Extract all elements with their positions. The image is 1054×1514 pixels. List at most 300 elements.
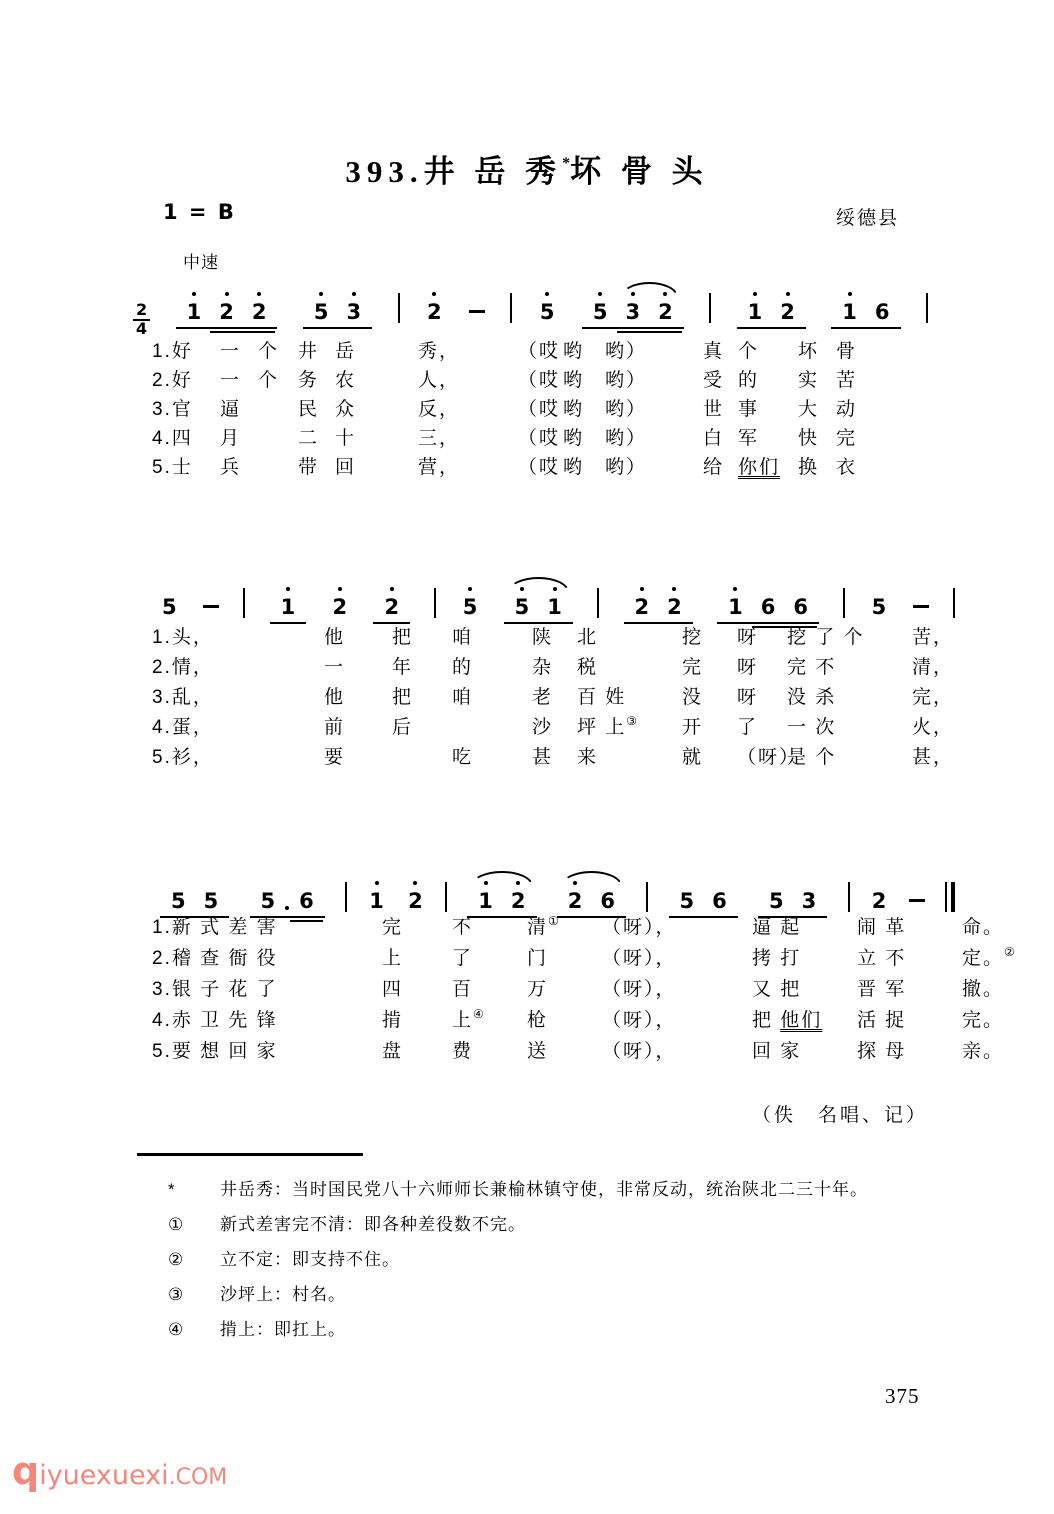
lyric-cell: 立 不 <box>857 948 907 969</box>
duration-dash <box>469 310 485 313</box>
octave-dot <box>432 292 436 296</box>
note: 2 <box>778 299 797 325</box>
footnote-row-2 <box>168 1215 928 1235</box>
lyric-cell: 2.好 <box>152 370 193 391</box>
footnote-text: 掯上：即扛上。 <box>220 1320 346 1339</box>
lyric-cell: 逼 起 <box>752 917 802 938</box>
octave-dot <box>413 881 417 885</box>
note: 6 <box>299 889 314 913</box>
note: 5 <box>162 595 177 619</box>
beam-underline <box>582 327 684 329</box>
lyric-cell: 又 把 <box>752 979 802 1000</box>
note: 1 <box>545 594 564 620</box>
footnote-reference: ② <box>1004 945 1015 959</box>
verse-row-3 <box>152 394 878 423</box>
lyric-cell: 送 <box>527 1041 549 1062</box>
lyric-cell: 换 <box>798 457 820 478</box>
lyric-cell: （哎 <box>518 457 561 478</box>
lyric-cell: 命。 <box>962 917 1005 938</box>
lyric-cell: 枪 <box>527 1010 549 1031</box>
note: 6 <box>874 300 890 324</box>
lyric-cell: 回 家 <box>752 1041 802 1062</box>
octave-dot <box>225 292 229 296</box>
lyric-cell: 清， <box>912 657 955 678</box>
lyric-cell: 是 个 <box>787 747 837 768</box>
beam-group <box>303 299 372 325</box>
barline <box>843 588 845 618</box>
lyric-cell: 来 <box>577 747 599 768</box>
lyric-cell: 众 <box>335 399 357 420</box>
lyric-word: 坪 上 <box>577 717 627 738</box>
note: 2 <box>425 299 444 325</box>
footnote-row-3 <box>168 1250 928 1270</box>
lyric-cell: 哟） <box>605 457 648 478</box>
lyrics-block-2 <box>152 622 972 772</box>
lyric-cell: 4.四 <box>152 428 193 449</box>
footnote-text: 井岳秀：当时国民党八十六师师长兼榆林镇守使，非常反动，统治陕北二三十年。 <box>220 1180 868 1199</box>
watermark-mid: iyuexuexi <box>39 1460 169 1491</box>
attribution: （佚 名唱、记） <box>752 1105 929 1126</box>
verse-row-2 <box>152 943 1042 974</box>
lyric-cell: 哟） <box>605 399 648 420</box>
lyric-cell: 沙 <box>532 717 554 738</box>
lyric-cell: 火， <box>912 717 955 738</box>
footnote-reference: ③ <box>626 714 638 728</box>
note: 2 <box>331 594 350 620</box>
verse-row-5 <box>152 452 878 481</box>
lyric-cell <box>738 452 798 479</box>
note: 2 <box>217 299 236 325</box>
lyric-cell: 哟 <box>563 399 585 420</box>
lyric-cell: 闹 革 <box>857 917 907 938</box>
lyric-cell: 哟 <box>563 428 585 449</box>
lyric-cell: 秀， <box>418 341 461 362</box>
lyric-cell: 呀 <box>737 627 759 648</box>
note: 1 <box>726 594 745 620</box>
lyric-cell: 5.要 想 回 家 <box>152 1041 278 1062</box>
octave-dot <box>786 292 790 296</box>
lyric-cell: （哎 <box>518 341 561 362</box>
footnote-text: 立不定：即支持不住。 <box>220 1250 400 1269</box>
lyric-cell: 哟 <box>563 457 585 478</box>
lyric-cell: 拷 打 <box>752 948 802 969</box>
footnotes <box>168 1180 928 1355</box>
lyric-cell: 快 <box>798 428 820 449</box>
barline <box>398 293 400 323</box>
footnote-text: 新式差害完不清：即各种差役数不完。 <box>220 1215 526 1234</box>
footnote-marker: ④ <box>168 1320 184 1339</box>
note: 5 <box>171 889 186 913</box>
lyric-cell: 百 姓 <box>577 687 627 708</box>
lyric-cell: 了 <box>452 948 474 969</box>
music-line-3 <box>160 872 955 914</box>
note: 5 <box>679 889 695 913</box>
song-title <box>0 146 1054 191</box>
lyric-cell: 哟） <box>605 428 648 449</box>
note: 1 <box>367 888 386 914</box>
beam-group <box>669 888 738 914</box>
octave-dot <box>640 587 644 591</box>
beam-group <box>467 888 536 914</box>
octave-dot <box>286 587 290 591</box>
lyric-cell: 甚 <box>532 747 554 768</box>
lyric-cell: 完， <box>912 687 955 708</box>
verse-row-5 <box>152 742 972 772</box>
beam-group <box>176 299 278 325</box>
lyric-cell: 4.蛋， <box>152 717 214 738</box>
barline <box>345 882 347 912</box>
lyric-cell: 把 <box>392 687 414 708</box>
lyric-cell: 年 <box>392 657 414 678</box>
lyric-cell: 甚， <box>912 747 955 768</box>
lyric-cell: 3.银 子 花 了 <box>152 979 278 1000</box>
time-signature-top: 2 <box>133 302 150 321</box>
barline <box>597 588 599 618</box>
octave-dot <box>375 881 379 885</box>
lyric-cell: 反， <box>418 399 461 420</box>
note: 2 <box>509 888 528 914</box>
duration-dash <box>913 605 929 608</box>
lyric-cell <box>752 1005 857 1032</box>
beam-group <box>557 888 626 914</box>
time-signature <box>133 302 150 338</box>
footnote-separator <box>137 1153 363 1156</box>
music-line-1 <box>133 283 928 339</box>
lyric-cell: 盘 <box>382 1041 404 1062</box>
footnote-marker: ③ <box>168 1285 184 1304</box>
octave-dot <box>390 587 394 591</box>
octave-dot <box>257 292 261 296</box>
lyric-cell: 吃 <box>452 747 474 768</box>
lyric-cell: 一 <box>220 370 242 391</box>
verse-row-5 <box>152 1036 1042 1067</box>
lyric-cell: 2.情， <box>152 657 214 678</box>
beam-group <box>290 888 323 914</box>
octave-dot <box>672 587 676 591</box>
lyric-cell: 衣 <box>836 457 858 478</box>
note: 6 <box>600 889 615 913</box>
note: 3 <box>624 299 643 325</box>
note: 6 <box>793 595 808 619</box>
note: 5 <box>591 299 610 325</box>
beam-group <box>752 594 817 620</box>
lyric-cell: 上 <box>382 948 404 969</box>
song-title-rest: 坏 骨 头 <box>570 154 709 189</box>
lyric-cell: 4.赤 卫 先 锋 <box>152 1010 278 1031</box>
lyric-cell: 兵 <box>220 457 242 478</box>
lyric-cell: 哟 <box>563 370 585 391</box>
lyric-cell: 哟） <box>605 341 648 362</box>
verse-row-3 <box>152 974 1042 1005</box>
lyric-cell: 了 <box>737 717 759 738</box>
lyric-cell: 1.头， <box>152 627 214 648</box>
lyric-cell: 亲。 <box>962 1041 1005 1062</box>
music-line-2 <box>160 578 955 620</box>
footnote-reference: ④ <box>473 1007 484 1021</box>
note: 2 <box>871 889 887 913</box>
lyric-cell: 二 <box>298 428 320 449</box>
note: 2 <box>566 888 585 914</box>
title-footnote-asterisk: * <box>562 155 571 172</box>
lyric-cell: 要 <box>324 747 346 768</box>
watermark-end: .COM <box>168 1465 228 1490</box>
lyric-cell: 受 <box>703 370 725 391</box>
lyric-cell: 的 <box>452 657 474 678</box>
slur-arc <box>471 871 532 886</box>
note: 6 <box>712 889 727 913</box>
lyric-cell: 呀 <box>737 657 759 678</box>
note: 3 <box>801 889 817 913</box>
beam-group <box>717 594 819 620</box>
barline <box>243 588 245 618</box>
lyric-cell: 农 <box>335 370 357 391</box>
footnote-row-1 <box>168 1180 928 1200</box>
lyric-cell: 动 <box>836 399 858 420</box>
note: 5 <box>203 889 219 913</box>
lyric-cell: 就 <box>682 747 704 768</box>
lyric-cell: 民 <box>298 399 320 420</box>
lyric-cell: 没 杀 <box>787 687 837 708</box>
note: 2 <box>250 299 269 325</box>
lyric-cell: 老 <box>532 687 554 708</box>
octave-dot <box>338 587 342 591</box>
lyric-cell: （哎 <box>518 399 561 420</box>
lyric-cell: 真 <box>703 341 725 362</box>
note: 2 <box>406 888 425 914</box>
lyric-cell: 万 <box>527 979 549 1000</box>
lyric-cell: （哎 <box>518 428 561 449</box>
lyric-cell: 苦 <box>836 370 858 391</box>
beam-underline <box>210 331 275 333</box>
note: 6 <box>760 595 776 619</box>
lyric-cell: 个 <box>258 370 280 391</box>
beam-underline <box>176 327 278 329</box>
beam-group <box>160 888 229 914</box>
lyric-cell: 2.稽 查 衙 役 <box>152 948 278 969</box>
lyric-cell: 挖 <box>682 627 704 648</box>
slur-arc <box>621 282 678 297</box>
lyric-cell: 把 <box>392 627 414 648</box>
barline <box>434 588 436 618</box>
lyric-cell: （呀）， <box>602 948 677 969</box>
lyric-cell: 事 <box>738 399 760 420</box>
beam-group <box>737 299 806 325</box>
lyric-cell: 呀 <box>737 687 759 708</box>
lyric-cell: 探 母 <box>857 1041 907 1062</box>
lyrics-block-1 <box>152 336 878 481</box>
lyric-cell: 门 <box>527 948 549 969</box>
lyric-cell: 回 <box>335 457 357 478</box>
lyric-cell: 不 <box>452 917 474 938</box>
note: 2 <box>665 594 684 620</box>
lyric-cell: 开 <box>682 717 704 738</box>
barline <box>926 293 928 323</box>
note: 1 <box>840 299 859 325</box>
beam-underline <box>303 327 372 329</box>
lyric-cell: 掯 <box>382 1010 404 1031</box>
lyric-cell: 人， <box>418 370 461 391</box>
lyric-cell: （呀）， <box>602 917 677 938</box>
octave-dot <box>319 292 323 296</box>
verse-row-3 <box>152 682 972 712</box>
beam-group <box>210 299 275 325</box>
lyric-cell: 没 <box>682 687 704 708</box>
lyric-cell: 三， <box>418 428 461 449</box>
lyric-cell: （呀）， <box>602 1010 677 1031</box>
footnote-row-5 <box>168 1320 928 1340</box>
lyric-cell: （呀）， <box>602 1041 677 1062</box>
lyric-cell: 晋 军 <box>857 979 907 1000</box>
verse-row-2 <box>152 652 972 682</box>
beam-group <box>831 299 900 325</box>
note: 1 <box>279 594 298 620</box>
note: 1 <box>185 299 204 325</box>
barline <box>646 882 648 912</box>
note: 2 <box>633 594 652 620</box>
lyric-word: 清 <box>527 917 549 938</box>
note: 5 <box>461 594 480 620</box>
note: 3 <box>344 299 363 325</box>
footnote-reference: ① <box>548 914 559 928</box>
beam-group <box>582 299 684 325</box>
lyric-cell: 5.士 <box>152 457 193 478</box>
barline <box>953 588 955 618</box>
octave-dot <box>192 292 196 296</box>
lyric-cell: 3.官 <box>152 399 193 420</box>
underlined-word: 你们 <box>738 457 781 478</box>
octave-dot <box>468 587 472 591</box>
lyric-cell: 营， <box>418 457 461 478</box>
lyric-word: 把 <box>752 1010 781 1031</box>
lyric-cell: 骨 <box>836 341 858 362</box>
note: 1 <box>476 888 495 914</box>
note: 2 <box>656 299 675 325</box>
lyric-cell: 完 不 <box>787 657 837 678</box>
slur-arc <box>561 871 622 886</box>
lyric-cell: 费 <box>452 1041 474 1062</box>
octave-dot <box>753 292 757 296</box>
underlined-word: 他们 <box>780 1010 823 1031</box>
note: 5 <box>871 595 887 619</box>
key-signature: 1 = B <box>163 200 236 224</box>
lyric-cell: 一 <box>324 657 346 678</box>
lyric-cell: 1.新 式 差 害 <box>152 917 278 938</box>
lyric-cell: 撤。 <box>962 979 1005 1000</box>
lyric-cell: 十 <box>335 428 357 449</box>
note: 5 <box>312 299 331 325</box>
verse-row-4 <box>152 1005 1042 1036</box>
lyric-cell: 白 <box>703 428 725 449</box>
lyric-cell: 苦， <box>912 627 955 648</box>
region-label: 绥德县 <box>836 208 900 229</box>
footnote-marker: ② <box>168 1250 184 1269</box>
lyric-cell: 坏 <box>798 341 820 362</box>
verse-row-4 <box>152 712 972 742</box>
verse-row-2 <box>152 365 878 394</box>
beam-group <box>250 888 325 914</box>
augmentation-dot <box>285 906 289 910</box>
barline <box>709 293 711 323</box>
lyric-cell: 哟 <box>563 341 585 362</box>
lyric-cell: 3.乱， <box>152 687 214 708</box>
verse-row-4 <box>152 423 878 452</box>
lyric-cell: 百 <box>452 979 474 1000</box>
lyric-cell: （呀） <box>737 747 801 768</box>
site-watermark[interactable] <box>12 1449 228 1493</box>
note: 2 <box>382 594 401 620</box>
lyric-cell: 咱 <box>452 687 474 708</box>
lyric-cell: 一 <box>220 341 242 362</box>
lyric-cell: 月 <box>220 428 242 449</box>
lyric-cell <box>452 1005 527 1032</box>
lyric-cell: 1.好 <box>152 341 193 362</box>
lyric-cell: 军 <box>738 428 760 449</box>
lyric-cell: 给 <box>703 457 725 478</box>
lyric-cell <box>962 943 1042 970</box>
beam-underline <box>831 327 900 329</box>
lyric-cell: 个 <box>258 341 280 362</box>
lyric-cell <box>527 912 602 939</box>
footnote-marker: ① <box>168 1215 184 1234</box>
lyric-cell <box>577 712 682 739</box>
lyric-cell: 完 <box>836 428 858 449</box>
lyric-cell: 税 <box>577 657 599 678</box>
lyric-cell: 挖 了 个 <box>787 627 865 648</box>
footnote-marker: * <box>168 1180 175 1199</box>
footnote-row-4 <box>168 1285 928 1305</box>
beam-group <box>504 594 573 620</box>
beam-group <box>373 594 410 620</box>
lyric-cell: 活 捉 <box>857 1010 907 1031</box>
lyric-cell: 后 <box>392 717 414 738</box>
beam-group <box>758 888 827 914</box>
lyric-word: 定。 <box>962 948 1005 969</box>
octave-dot <box>545 292 549 296</box>
barline <box>445 882 447 912</box>
octave-dot <box>733 587 737 591</box>
lyric-cell: 5.衫， <box>152 747 214 768</box>
octave-dot <box>352 292 356 296</box>
lyric-cell: 完。 <box>962 1010 1005 1031</box>
lyric-cell: 个 <box>738 341 760 362</box>
time-signature-bottom: 4 <box>136 319 148 339</box>
lyric-cell: 他 <box>324 627 346 648</box>
lyric-cell: 北 <box>577 627 599 648</box>
beam-underline <box>617 331 682 333</box>
note: 5 <box>769 889 784 913</box>
page-number: 375 <box>885 1384 920 1408</box>
note: 1 <box>746 299 765 325</box>
lyric-cell: 实 <box>798 370 820 391</box>
final-double-barline <box>945 882 955 912</box>
lyric-cell: 一 次 <box>787 717 837 738</box>
lyric-cell: 世 <box>703 399 725 420</box>
barline <box>848 882 850 912</box>
lyric-cell: 务 <box>298 370 320 391</box>
verse-row-1 <box>152 336 878 365</box>
octave-dot <box>848 292 852 296</box>
footnote-text: 沙坪上：村名。 <box>220 1285 346 1304</box>
lyric-cell: 井 <box>298 341 320 362</box>
note: 5 <box>513 594 532 620</box>
note: 5 <box>538 299 557 325</box>
lyric-cell: 杂 <box>532 657 554 678</box>
lyric-cell: 带 <box>298 457 320 478</box>
lyric-cell: 逼 <box>220 399 242 420</box>
lyric-cell: 咱 <box>452 627 474 648</box>
beam-group <box>617 299 682 325</box>
beam-group <box>270 594 307 620</box>
